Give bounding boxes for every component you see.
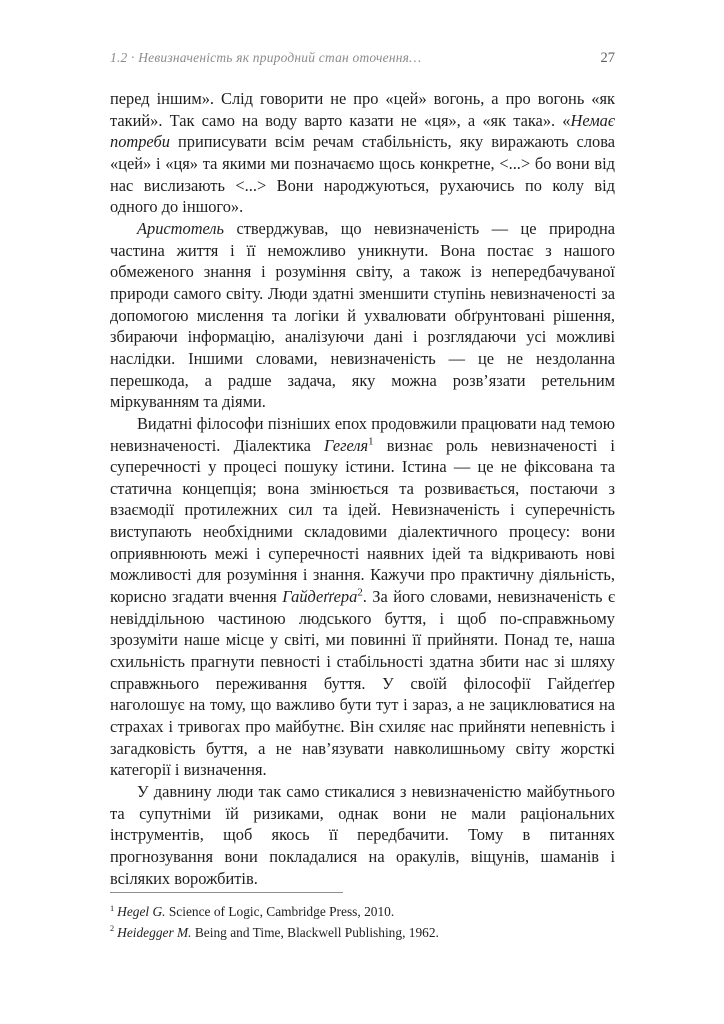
emphasized-text: Немає потреби [110, 110, 615, 152]
emphasized-text: Гайдеґґера [282, 587, 358, 607]
footnote-divider [110, 892, 343, 893]
emphasized-text: Hegel G. [117, 904, 166, 919]
running-header [110, 50, 615, 67]
emphasized-text: Гегеля [324, 435, 369, 455]
body-text: Science of Logic, Cambridge Press, 2010. [165, 904, 395, 919]
body-text: стверджував, що невизначеність — це природна частина життя і її неможливо уникнути. Вона постає з нашого обмеженого знання і розуміння світу, а також із непередбачуваної природи самого світу. Люди здатні зменшити ступінь невизначеності за допомогою мислення та логіки й ухвалювати обґрунтовані рішення, збираючи інформацію, аналізуючи дані і розглядаючи усі можливі наслідки. Іншими словами, невизначеність — це не нездоланна перешкода, а радше задача, яку можна розв’язати ретельним міркуванням та діями. [110, 218, 615, 412]
footnote [110, 902, 615, 923]
body-text: приписувати всім речам стабільність, яку виражають слова «цей» і «ця» та якими ми позначаємо щось конкретне, <...> бо вони від нас вислизають <...> Вони народжуються, рухаючись по колу від одного до іншого». [110, 132, 615, 217]
body-text: Видатні філософи пізніших епох продовжили працювати над темою невизначеності. Діалектика [110, 413, 615, 455]
paragraph [110, 88, 615, 218]
paragraph [110, 781, 615, 889]
page-number: 27 [600, 50, 615, 66]
body-text: У давнину люди так само стикалися з невизначеністю майбутнього та супутніми їй ризиками, однак вони не мали раціональних інструментів, щоб якось її передбачити. Тому в питаннях прогнозування вони покладалися на оракулів, віщунів, шаманів і всіляких ворожбитів. [110, 782, 615, 888]
emphasized-text: Аристотель [137, 218, 225, 238]
footnote [110, 923, 615, 944]
footnote-marker: 2 [110, 924, 115, 934]
body-text: визнає роль невизначеності і суперечності у процесі пошуку істини. Істина — це не фіксована та статична концепція; вона змінюється та розвивається, постаючи з взаємодії протилежних сил та ідей. Невизначеність і суперечність виступають необхідними складовими діалектичного процесу: вони оприявнюють межі і суперечності наявних ідей та відкривають нові можливості для розуміння і знання. Кажучи про практичну діяльність, корисно згадати вчення [110, 435, 615, 607]
running-title: 1.2 · Невизначеність як природний стан оточення… [110, 50, 422, 65]
footnotes-list [110, 902, 615, 943]
footnote-ref: 1 [368, 435, 374, 448]
paragraph [110, 413, 615, 781]
body-text: . За його словами, невизначеність є невіддільною частиною людського буття, і щоб по-справжньому зрозуміти наше місце у світі, ми повинні її прийняти. Понад те, наша схильність прагнути певності і стабільності здатна збити нас зі шляху справжнього переживання буття. У своїй філософії Гайдеґґер наголошує на тому, що важливо бути тут і зараз, а не зациклюватися на страхах і тривогах про майбутнє. Він схиляє нас прийняти непевність і загадковість буття, а не нав’язувати навколишньому світу жорсткі категорії і визначення. [110, 587, 616, 780]
body-text: перед іншим». Слід говорити не про «цей» вогонь, а про вогонь «як такий». Так само на воду варто казати не «ця», а «як така». « [110, 89, 615, 130]
emphasized-text: Heidegger M. [117, 924, 192, 940]
paragraph [110, 218, 615, 413]
footnote-marker: 1 [110, 903, 115, 913]
page-body [110, 88, 615, 889]
body-text: Being and Time, Blackwell Publishing, 1962. [191, 924, 439, 940]
footnotes-section [110, 892, 615, 943]
footnote-ref: 2 [357, 586, 363, 599]
